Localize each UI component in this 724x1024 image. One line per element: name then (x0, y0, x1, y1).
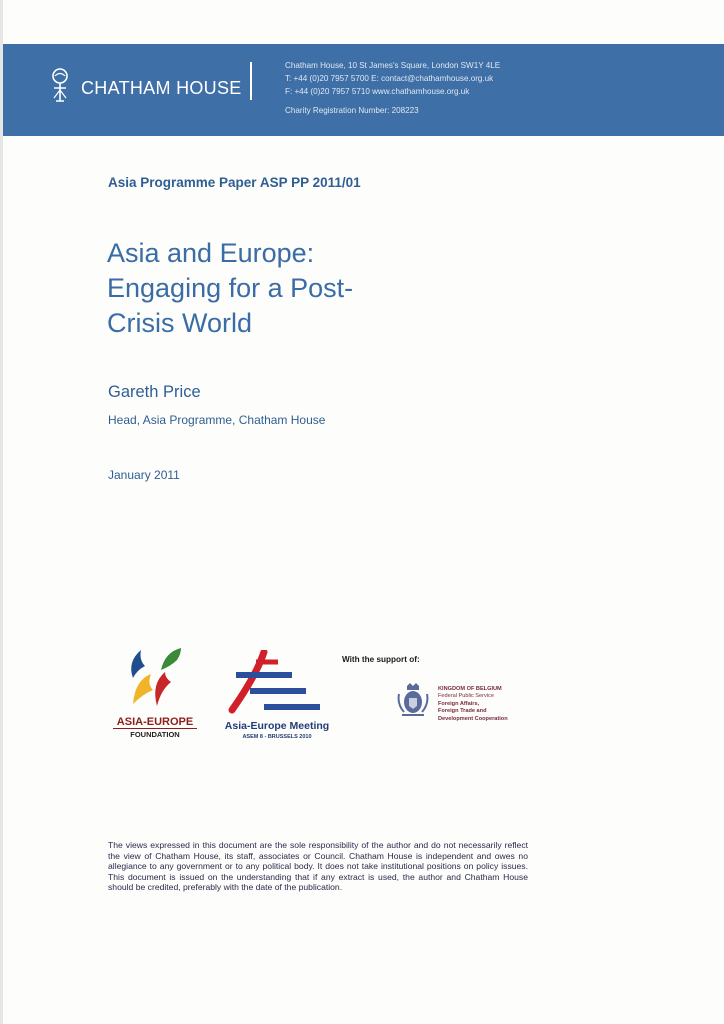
charity-number: Charity Registration Number: 208223 (285, 106, 419, 115)
logo-text: CHATHAM HOUSE (81, 78, 242, 98)
belgium-line: Foreign Trade and (438, 708, 487, 715)
belgium-line: Foreign Affairs, (438, 700, 480, 707)
title-line: Engaging for a Post- (107, 273, 354, 303)
asef-name: ASIA-EUROPE (113, 716, 197, 729)
belgium-line: Development Cooperation (438, 715, 508, 722)
title-line: Asia and Europe: (107, 238, 315, 268)
asem-name: Asia-Europe Meeting (224, 720, 330, 732)
title-line: Crisis World (107, 308, 253, 338)
belgium-crest-icon (396, 682, 430, 718)
belgium-line: Federal Public Service (438, 693, 494, 700)
asef-logo (113, 640, 197, 740)
disclaimer-text: The views expressed in this document are the sole responsibility of the author and do not necessarily reflect the view of Chatham House, its staff, associates or Council. Chatham House is independent and owes no allegiance to any government or to any political body. It does not take institutional positions on policy issues. This document is issued on the understanding that if any extract is used, the author and Chatham House should be credited, preferably with the date of the publication. (108, 840, 528, 893)
belgium-ministry-text (438, 686, 508, 723)
asem-subtitle: ASEM 8 - BRUSSELS 2010 (242, 734, 312, 740)
belgium-line: KINGDOM OF BELGIUM (438, 686, 502, 692)
header-divider (250, 62, 252, 100)
support-label: With the support of: (342, 655, 420, 664)
asem-logo (222, 650, 332, 746)
author-name: Gareth Price (108, 383, 201, 401)
asef-subtitle: FOUNDATION (130, 730, 180, 739)
author-role: Head, Asia Programme, Chatham House (108, 413, 326, 427)
chatham-house-logo-icon (49, 68, 71, 104)
header-band (3, 44, 724, 136)
page-edge (0, 0, 3, 1024)
asem-mark-icon (226, 650, 322, 718)
contact-address: Chatham House, 10 St James's Square, London SW1Y 4LE (285, 61, 501, 70)
contact-fax: F: +44 (0)20 7957 5710 www.chathamhouse.org.uk (285, 87, 470, 96)
series-label: Asia Programme Paper ASP PP 2011/01 (108, 175, 361, 190)
contact-phone: T: +44 (0)20 7957 5700 E: contact@chathamhouse.org.uk (285, 74, 494, 83)
publication-date: January 2011 (108, 468, 180, 482)
asef-mark-icon (121, 644, 187, 710)
paper-title (107, 236, 353, 341)
